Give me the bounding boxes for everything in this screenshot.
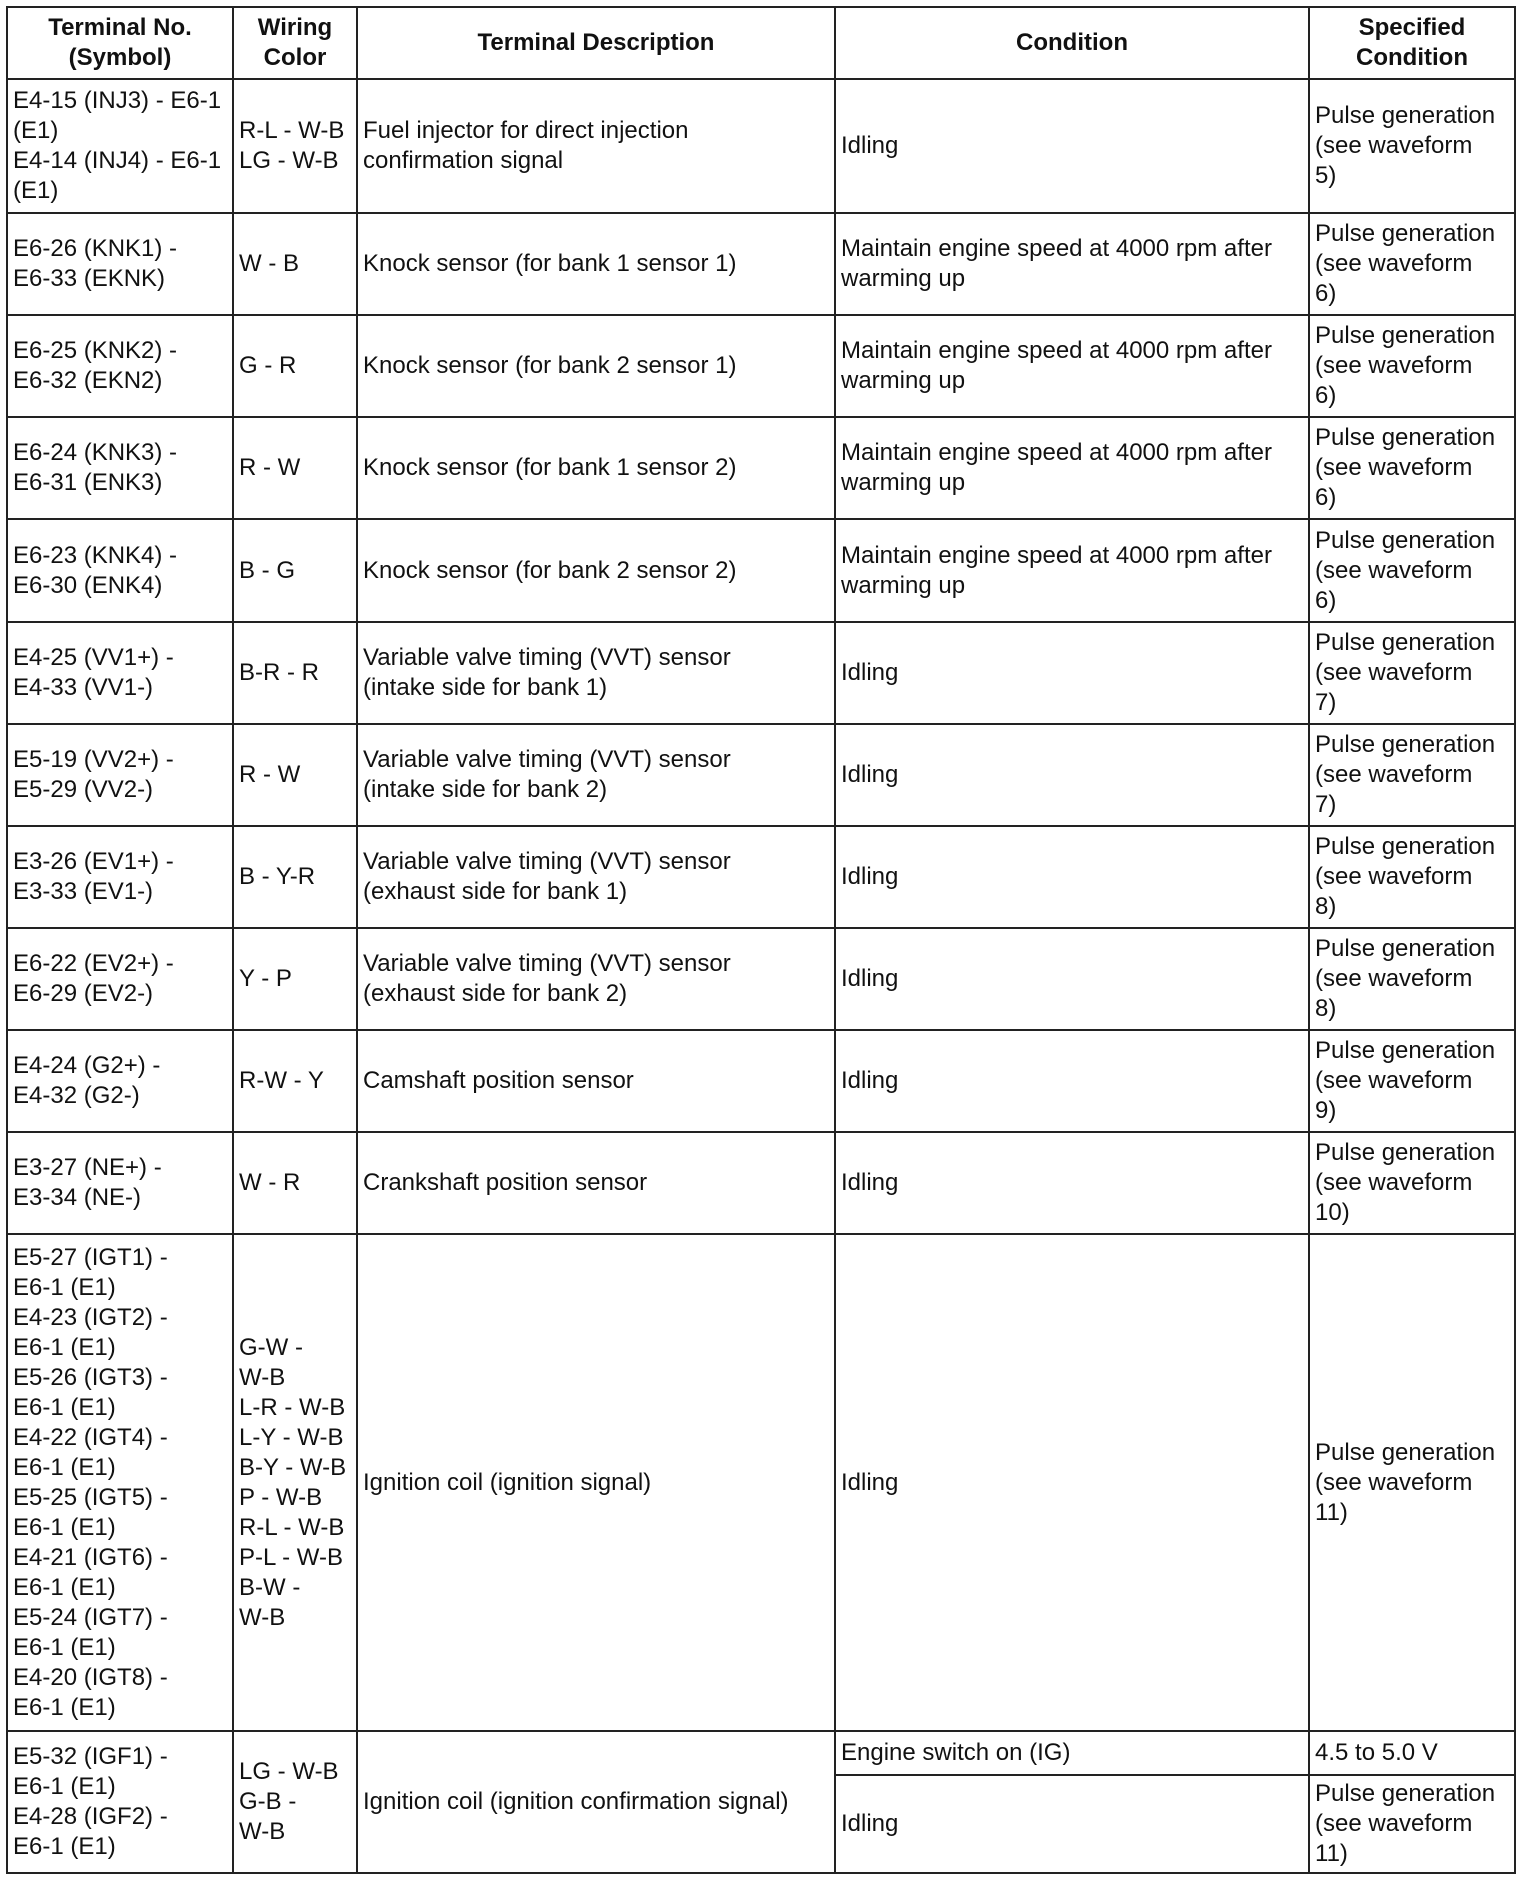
description-cell: Variable valve timing (VVT) sensor (exhaust side for bank 1) bbox=[357, 826, 835, 928]
condition-cell: Maintain engine speed at 4000 rpm after warming up bbox=[835, 519, 1309, 621]
condition-cell: Maintain engine speed at 4000 rpm after warming up bbox=[835, 315, 1309, 417]
table-row bbox=[7, 826, 1515, 928]
condition-cell: Idling bbox=[835, 1030, 1309, 1132]
specified-cell: Pulse generation (see waveform 7) bbox=[1309, 724, 1515, 826]
terminal-cell: E6-23 (KNK4) - E6-30 (ENK4) bbox=[7, 519, 233, 621]
specified-cell: 4.5 to 5.0 V bbox=[1309, 1731, 1515, 1775]
table-row bbox=[7, 213, 1515, 315]
header-row bbox=[7, 7, 1515, 79]
wiring-cell: B - G bbox=[233, 519, 357, 621]
specified-cell: Pulse generation (see waveform 11) bbox=[1309, 1234, 1515, 1731]
wiring-cell: G - R bbox=[233, 315, 357, 417]
condition-cell: Engine switch on (IG) bbox=[835, 1731, 1309, 1775]
terminal-cell: E5-19 (VV2+) - E5-29 (VV2-) bbox=[7, 724, 233, 826]
specified-cell: Pulse generation (see waveform 6) bbox=[1309, 417, 1515, 519]
condition-cell: Idling bbox=[835, 928, 1309, 1030]
table-row bbox=[7, 315, 1515, 417]
condition-cell: Idling bbox=[835, 79, 1309, 213]
terminal-cell: E5-32 (IGF1) - E6-1 (E1) E4-28 (IGF2) - E6-1 (E1) bbox=[7, 1731, 233, 1873]
header-description: Terminal Description bbox=[357, 7, 835, 79]
table-row bbox=[7, 79, 1515, 213]
description-cell: Ignition coil (ignition signal) bbox=[357, 1234, 835, 1731]
terminal-table bbox=[6, 6, 1516, 1874]
description-cell: Knock sensor (for bank 2 sensor 1) bbox=[357, 315, 835, 417]
terminal-cell: E5-27 (IGT1) - E6-1 (E1) E4-23 (IGT2) - E6-1 (E1) E5-26 (IGT3) - E6-1 (E1) E4-22 (IGT4) - E6-1 (E1) E5-25 (IGT5) - E6-1 (E1) E4-21 (IGT6) - E6-1 (E1) E5-24 (IGT7) - E6-1 (E1) E4-20 (IGT8) - E6-1 (E1) bbox=[7, 1234, 233, 1731]
specified-cell: Pulse generation (see waveform 7) bbox=[1309, 622, 1515, 724]
terminal-cell: E4-15 (INJ3) - E6-1 (E1) E4-14 (INJ4) - E6-1 (E1) bbox=[7, 79, 233, 213]
table-row bbox=[7, 622, 1515, 724]
description-cell: Crankshaft position sensor bbox=[357, 1132, 835, 1234]
wiring-cell: B - Y-R bbox=[233, 826, 357, 928]
condition-cell: Idling bbox=[835, 826, 1309, 928]
terminal-cell: E3-27 (NE+) - E3-34 (NE-) bbox=[7, 1132, 233, 1234]
specified-cell: Pulse generation (see waveform 5) bbox=[1309, 79, 1515, 213]
terminal-cell: E4-25 (VV1+) - E4-33 (VV1-) bbox=[7, 622, 233, 724]
terminal-cell: E6-22 (EV2+) - E6-29 (EV2-) bbox=[7, 928, 233, 1030]
table-body bbox=[7, 79, 1515, 1873]
wiring-cell: R-W - Y bbox=[233, 1030, 357, 1132]
wiring-cell: R-L - W-B LG - W-B bbox=[233, 79, 357, 213]
table-row bbox=[7, 1234, 1515, 1731]
description-cell: Variable valve timing (VVT) sensor (intake side for bank 2) bbox=[357, 724, 835, 826]
table-row bbox=[7, 519, 1515, 621]
specified-cell: Pulse generation (see waveform 6) bbox=[1309, 315, 1515, 417]
wiring-cell: G-W - W-B L-R - W-B L-Y - W-B B-Y - W-B P - W-B R-L - W-B P-L - W-B B-W - W-B bbox=[233, 1234, 357, 1731]
table-row bbox=[7, 1132, 1515, 1234]
description-cell: Fuel injector for direct injection confirmation signal bbox=[357, 79, 835, 213]
wiring-cell: W - R bbox=[233, 1132, 357, 1234]
wiring-cell: Y - P bbox=[233, 928, 357, 1030]
condition-cell: Idling bbox=[835, 1132, 1309, 1234]
description-cell: Knock sensor (for bank 1 sensor 1) bbox=[357, 213, 835, 315]
table-row bbox=[7, 928, 1515, 1030]
terminal-cell: E6-24 (KNK3) - E6-31 (ENK3) bbox=[7, 417, 233, 519]
header-terminal: Terminal No. (Symbol) bbox=[7, 7, 233, 79]
specified-cell: Pulse generation (see waveform 8) bbox=[1309, 826, 1515, 928]
condition-cell: Idling bbox=[835, 622, 1309, 724]
wiring-cell: B-R - R bbox=[233, 622, 357, 724]
table-row bbox=[7, 1030, 1515, 1132]
table-row bbox=[7, 417, 1515, 519]
header-specified: Specified Condition bbox=[1309, 7, 1515, 79]
description-cell: Variable valve timing (VVT) sensor (intake side for bank 1) bbox=[357, 622, 835, 724]
description-cell: Camshaft position sensor bbox=[357, 1030, 835, 1132]
description-cell: Knock sensor (for bank 1 sensor 2) bbox=[357, 417, 835, 519]
table-row bbox=[7, 1731, 1515, 1775]
specified-cell: Pulse generation (see waveform 9) bbox=[1309, 1030, 1515, 1132]
condition-cell: Maintain engine speed at 4000 rpm after warming up bbox=[835, 213, 1309, 315]
specified-cell: Pulse generation (see waveform 6) bbox=[1309, 519, 1515, 621]
header-condition: Condition bbox=[835, 7, 1309, 79]
wiring-cell: R - W bbox=[233, 724, 357, 826]
header-wiring: Wiring Color bbox=[233, 7, 357, 79]
description-cell: Ignition coil (ignition confirmation signal) bbox=[357, 1731, 835, 1873]
wiring-cell: R - W bbox=[233, 417, 357, 519]
table-row bbox=[7, 724, 1515, 826]
terminal-cell: E3-26 (EV1+) - E3-33 (EV1-) bbox=[7, 826, 233, 928]
specified-cell: Pulse generation (see waveform 10) bbox=[1309, 1132, 1515, 1234]
condition-cell: Idling bbox=[835, 1234, 1309, 1731]
condition-cell: Idling bbox=[835, 724, 1309, 826]
specified-cell: Pulse generation (see waveform 11) bbox=[1309, 1775, 1515, 1873]
terminal-cell: E6-26 (KNK1) - E6-33 (EKNK) bbox=[7, 213, 233, 315]
terminal-cell: E6-25 (KNK2) - E6-32 (EKN2) bbox=[7, 315, 233, 417]
terminal-cell: E4-24 (G2+) - E4-32 (G2-) bbox=[7, 1030, 233, 1132]
condition-cell: Idling bbox=[835, 1775, 1309, 1873]
description-cell: Variable valve timing (VVT) sensor (exhaust side for bank 2) bbox=[357, 928, 835, 1030]
specified-cell: Pulse generation (see waveform 8) bbox=[1309, 928, 1515, 1030]
wiring-cell: W - B bbox=[233, 213, 357, 315]
description-cell: Knock sensor (for bank 2 sensor 2) bbox=[357, 519, 835, 621]
wiring-cell: LG - W-B G-B - W-B bbox=[233, 1731, 357, 1873]
condition-cell: Maintain engine speed at 4000 rpm after warming up bbox=[835, 417, 1309, 519]
specified-cell: Pulse generation (see waveform 6) bbox=[1309, 213, 1515, 315]
